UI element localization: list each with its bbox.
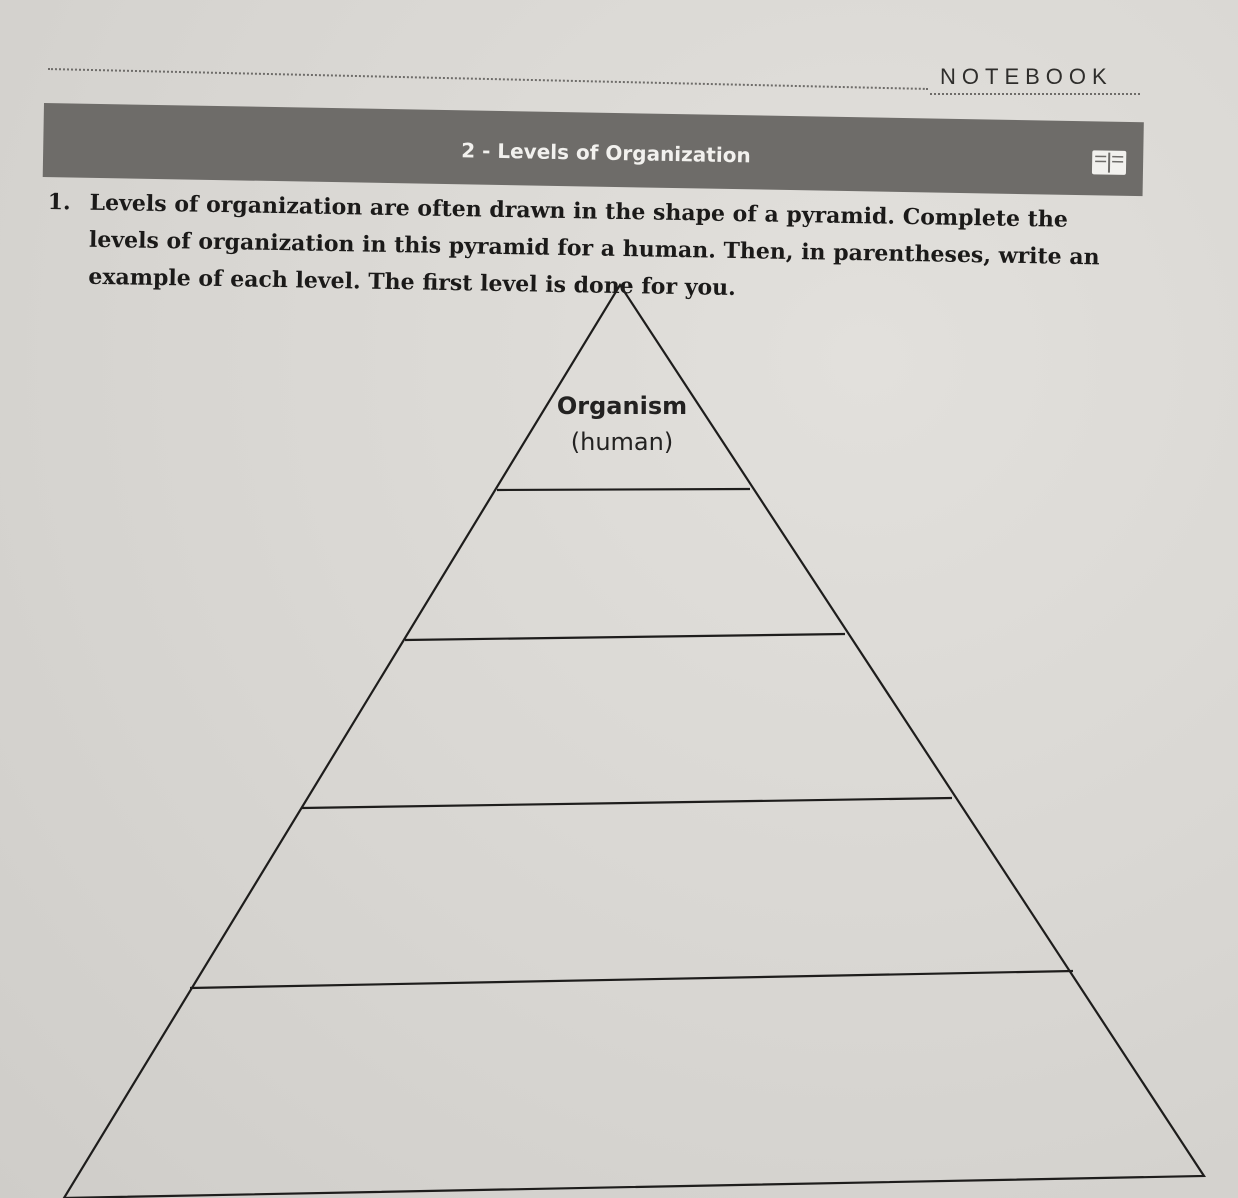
pyramid-level-5-area[interactable] xyxy=(160,992,1100,1172)
section-title: 2 - Levels of Organization xyxy=(461,138,751,168)
pyramid-level-1-example: (human) xyxy=(570,428,674,456)
question-number: 1. xyxy=(47,188,71,216)
pyramid-level-2-area[interactable] xyxy=(470,495,770,630)
pyramid-divider-1 xyxy=(497,489,750,490)
pyramid-level-3-area[interactable] xyxy=(380,645,860,795)
pyramid-level-4-area[interactable] xyxy=(280,812,980,967)
question-text: Levels of organization are often drawn in the shape of a pyramid. Complete the levels of organization in this pyramid for a human. Then, in parentheses, write an example of each level. The first level is done for you. xyxy=(88,189,1100,302)
pyramid-divider-2 xyxy=(405,634,845,640)
pyramid-divider-4 xyxy=(190,971,1073,988)
notebook-label: NOTEBOOK xyxy=(940,64,1113,89)
pyramid-divider-3 xyxy=(302,798,952,808)
pyramid-level-1-name: Organism xyxy=(556,392,688,420)
